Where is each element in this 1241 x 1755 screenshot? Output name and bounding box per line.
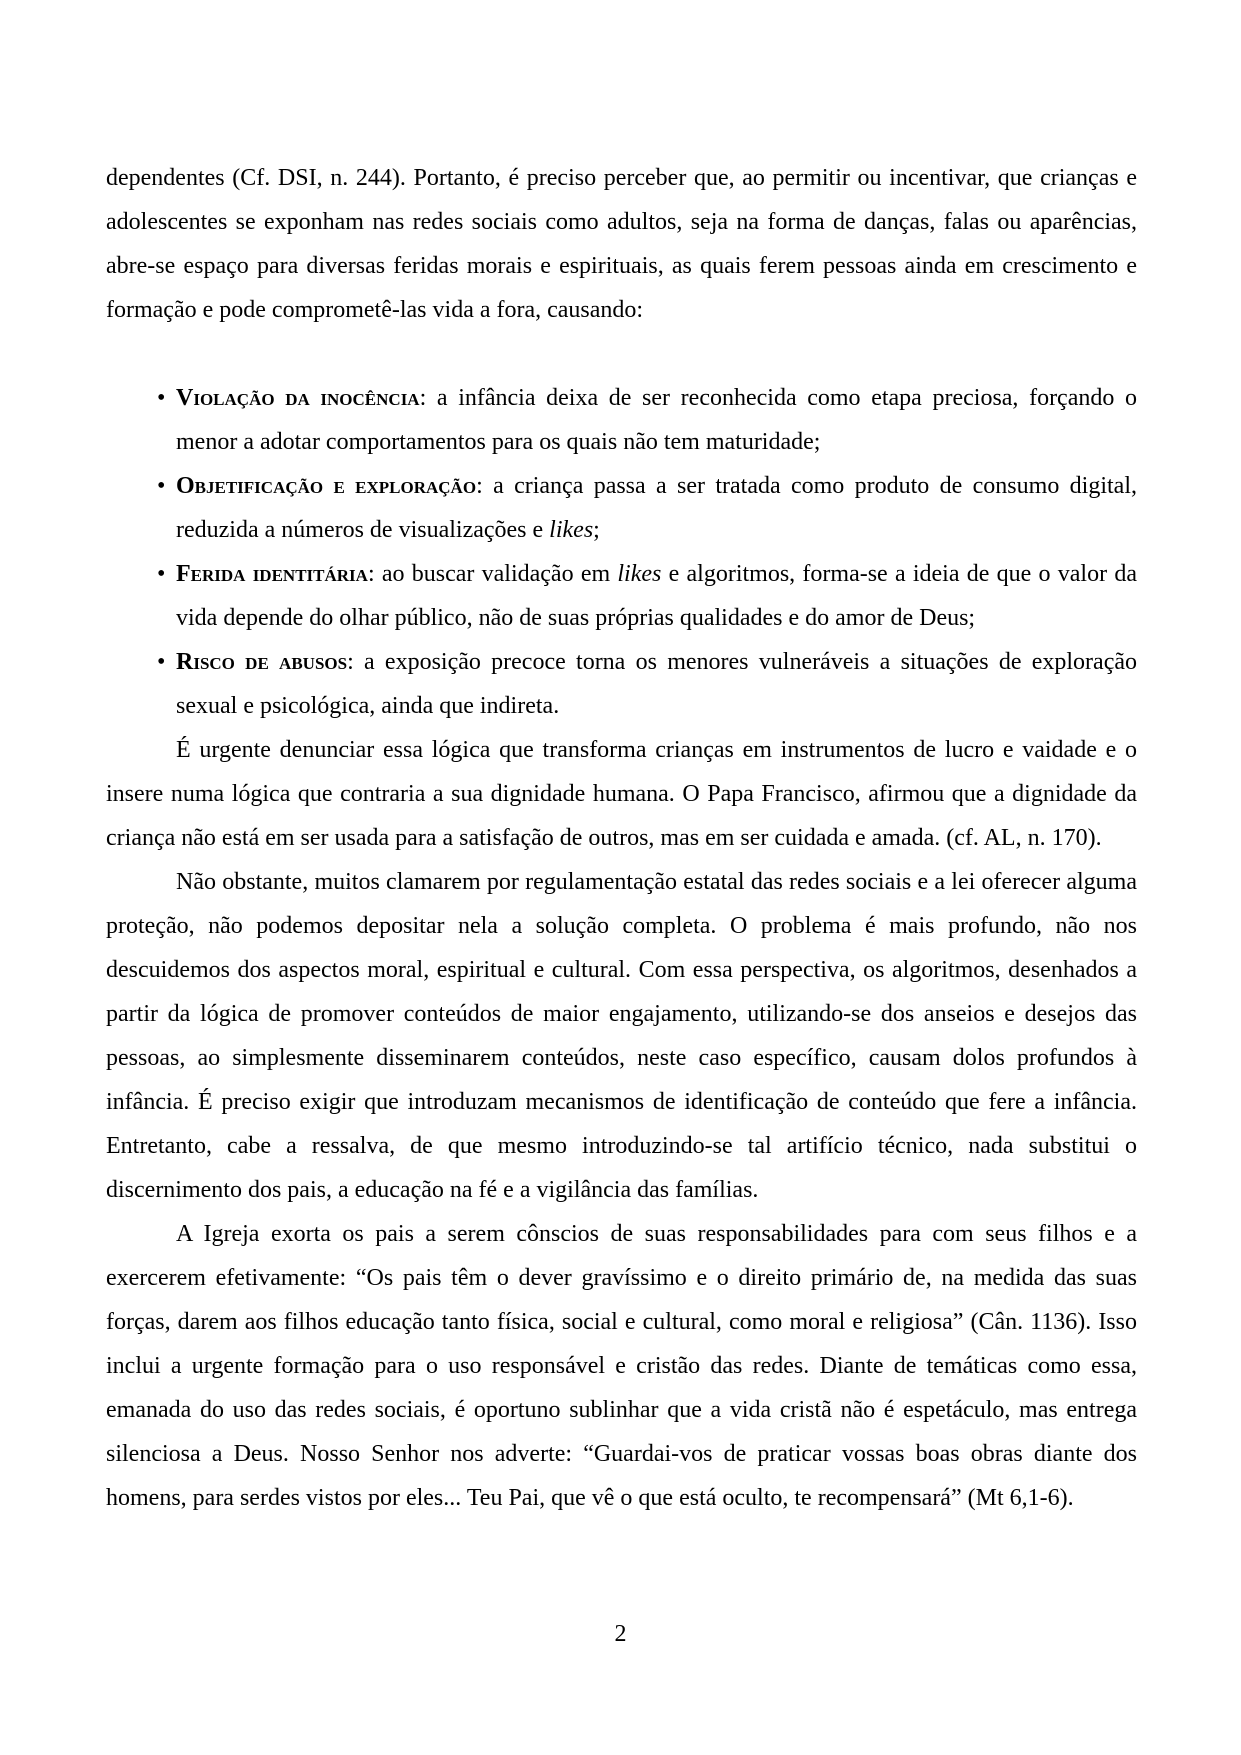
bullet-term: Objetificação e exploração <box>176 473 477 499</box>
bullet-term: Risco de abusos <box>176 649 348 675</box>
bullet-italic-text: likes <box>549 517 594 543</box>
bullet-body: : ao buscar validação em <box>367 561 618 587</box>
paragraph-continuation: dependentes (Cf. DSI, n. 244). Portanto, é preciso perceber que, ao permitir ou incentivar, que crianças e adolescentes se exponham nas redes sociais como adultos, seja na forma de danças, falas ou aparências, abre-se espaço para diversas feridas morais e espirituais, as quais ferem pessoas ainda em crescimento e formação e pode comprometê-las vida a fora, causando: <box>106 165 1137 323</box>
bullet-icon: • <box>157 473 166 499</box>
bullet-term: Ferida identitária <box>176 561 368 587</box>
bullet-body-post: ; <box>593 517 600 543</box>
bullet-italic-text: likes <box>617 561 662 587</box>
list-item <box>106 552 1137 640</box>
bullet-icon: • <box>157 385 166 411</box>
bullet-list <box>106 376 1137 728</box>
page-number: 2 <box>614 1621 627 1647</box>
list-item <box>106 640 1137 728</box>
bullet-text <box>176 561 1137 631</box>
bullet-body: : a criança passa a ser tratada como produto de consumo digital, reduzida a números de visualizações e <box>176 473 1137 543</box>
paragraph: Não obstante, muitos clamarem por regulamentação estatal das redes sociais e a lei oferecer alguma proteção, não podemos depositar nela a solução completa. O problema é mais profundo, não nos descuidemos dos aspectos moral, espiritual e cultural. Com essa perspectiva, os algoritmos, desenhados a partir da lógica de promover conteúdos de maior engajamento, utilizando-se dos anseios e desejos das pessoas, ao simplesmente disseminarem conteúdos, neste caso específico, causam dolos profundos à infância. É preciso exigir que introduzam mecanismos de identificação de conteúdo que fere a infância. Entretanto, cabe a ressalva, de que mesmo introduzindo-se tal artifício técnico, nada substitui o discernimento dos pais, a educação na fé e a vigilância das famílias. <box>106 869 1137 1203</box>
bullet-body: : a infância deixa de ser reconhecida como etapa preciosa, forçando o menor a adotar comportamentos para os quais não tem maturidade; <box>176 385 1138 455</box>
paragraph: A Igreja exorta os pais a serem cônscios de suas responsabilidades para com seus filhos e a exercerem efetivamente: “Os pais têm o dever gravíssimo e o direito primário de, na medida das suas forças, darem aos filhos educação tanto física, social e cultural, como moral e religiosa” (Cân. 1136). Isso inclui a urgente formação para o uso responsável e cristão das redes. Diante de temáticas como essa, emanada do uso das redes sociais, é oportuno sublinhar que a vida cristã não é espetáculo, mas entrega silenciosa a Deus. Nosso Senhor nos adverte: “Guardai-vos de praticar vossas boas obras diante dos homens, para serdes vistos por eles... Teu Pai, que vê o que está oculto, te recompensará” (Mt 6,1-6). <box>106 1221 1137 1511</box>
list-item <box>106 376 1137 464</box>
bullet-text <box>176 649 1137 719</box>
page-content <box>106 156 1137 1520</box>
bullet-icon: • <box>157 561 166 587</box>
bullet-icon: • <box>157 649 166 675</box>
bullet-term: Violação da inocência <box>176 385 420 411</box>
bullet-text <box>176 473 1137 543</box>
bullet-text <box>176 385 1137 455</box>
bullet-body-post: e algoritmos, forma-se a ideia de que o valor da vida depende do olhar público, não de suas próprias qualidades e do amor de Deus; <box>176 561 1137 631</box>
paragraph: É urgente denunciar essa lógica que transforma crianças em instrumentos de lucro e vaidade e o insere numa lógica que contraria a sua dignidade humana. O Papa Francisco, afirmou que a dignidade da criança não está em ser usada para a satisfação de outros, mas em ser cuidada e amada. (cf. AL, n. 170). <box>106 737 1137 851</box>
list-item <box>106 464 1137 552</box>
bullet-body: : a exposição precoce torna os menores vulneráveis a situações de exploração sexual e psicológica, ainda que indireta. <box>176 649 1138 719</box>
